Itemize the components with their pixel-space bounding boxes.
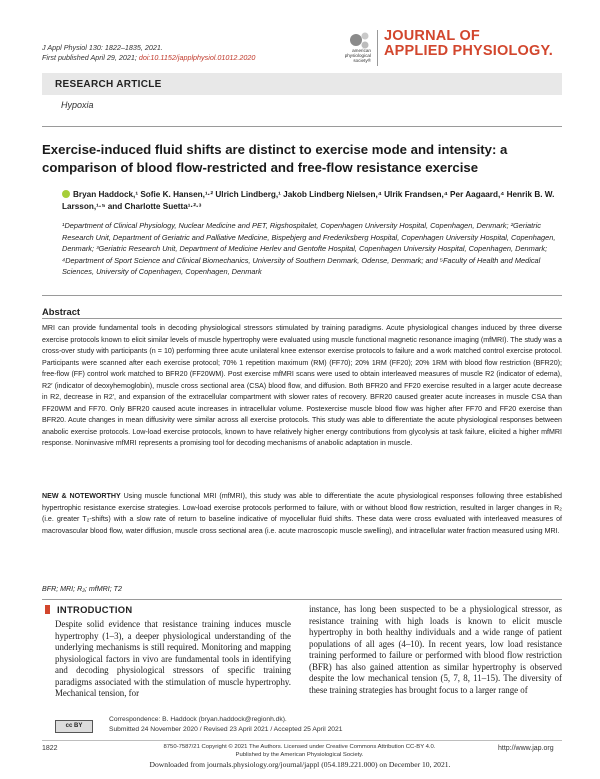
affiliations: ¹Department of Clinical Physiology, Nuclear Medicine and PET, Rigshospitalet, Copenhagen University Hospital, Copenhagen, Denmark; ²Geriatric Research Unit, Department of Geriatric and Palliative Medicine, Bispebjerg and Frederiksberg Hospital, Copenhagen University Hospital, Copenhagen, Denmark; ³Geriatric Research Unit, Department of Medicine Herlev and Gentofte Hospital, Copenhagen University Hospital, Copenhagen, Denmark; ⁴Department of Sport Science and Clinical Biomechanics, University of Southern Denmark, Odense, Denmark; and ⁵Faculty of Health and Medical Sciences, University of Copenhagen, Copenhagen, Denmark	[62, 221, 556, 277]
divider	[42, 318, 562, 319]
journal-website-link[interactable]: http://www.jap.org	[498, 745, 554, 752]
orcid-icon[interactable]	[62, 190, 70, 198]
keywords: BFR; MRI; R₂; mfMRI; T2	[42, 585, 122, 593]
doi-link[interactable]: doi:10.1152/japplphysiol.01012.2020	[138, 53, 256, 62]
journal-name-line1: JOURNAL OF	[384, 28, 480, 44]
correspondence	[109, 715, 342, 734]
abstract-heading: Abstract	[42, 306, 81, 317]
society-logo-mark	[313, 30, 373, 68]
divider	[42, 295, 562, 296]
divider	[42, 126, 562, 127]
authors-text: Bryan Haddock,¹ Sofie K. Hansen,¹·² Ulrich Lindberg,¹ Jakob Lindberg Nielsen,⁴ Ulrik Frandsen,⁴ Per Aagaard,⁴ Henrik B. W. Larsson,¹·⁵ and Charlotte Suetta¹·²·³	[62, 190, 555, 211]
copyright-line2: Published by the American Physiological Society.	[235, 751, 364, 758]
svg-text:society®: society®	[353, 58, 371, 63]
footer-divider	[42, 740, 562, 741]
citation	[42, 43, 255, 63]
introduction-heading	[45, 604, 132, 615]
cc-by-license-icon[interactable]: cc BY	[55, 720, 93, 733]
logo-divider	[377, 30, 378, 66]
journal-name-line2: APPLIED PHYSIOLOGY.	[384, 43, 553, 59]
correspondence-text: Correspondence: B. Haddock (bryan.haddock@regionh.dk).	[109, 716, 287, 723]
article-title: Exercise-induced fluid shifts are distinct to exercise mode and intensity: a comparison of blood flow-restricted and free-flow resistance exercise	[42, 142, 508, 175]
journal-name	[384, 29, 553, 59]
copyright	[162, 744, 437, 759]
society-logo	[313, 30, 373, 68]
introduction-heading-text: INTRODUCTION	[57, 604, 133, 615]
author-list	[62, 189, 562, 212]
introduction-left-column: Despite solid evidence that resistance training induces muscle hypertrophy (1–3), a deeper physiological understanding of the underlying mechanisms is still required. Monitoring and mapping physiological factors in vivo are fundamental tools in identifying and decoding physiological stressors of specific training paradigms associated with the stimulation of muscle hypertrophy. Mechanical tension, for	[55, 619, 291, 699]
citation-published: First published April 29, 2021; doi:10.1152/japplphysiol.01012.2020	[42, 53, 256, 62]
copyright-line1: 8750-7587/21 Copyright © 2021 The Authors. Licensed under Creative Commons Attribution CC-BY 4.0.	[163, 744, 436, 750]
introduction-right-column: instance, has long been suspected to be a physiological stressor, as resistance training with high loads is known to elicit muscle hypertrophy in both healthy individuals and a wide range of patient populations of all ages (4–10). In recent years, low load resistance training performed to failure or performed with blood flow restriction (BFR) has also gained attention as similar hypertrophy is observed despite the low mechanical tension (5, 7, 8, 11–15). The diversity of these training strategies has brought focus to a larger range of	[309, 604, 562, 695]
new-noteworthy-text: Using muscle functional MRI (mfMRI), this study was able to differentiate the acute physiological responses following three established hypertrophic resistance exercise strategies. Low-load exercise protocols performed to failure, with or without blood flow restriction, resulted in larger changes in R₂ (i.e. greater T₂-shifts) with a slow rate of return to baseline indicative of myocellular fluid shifts. These data were cross evaluated with interleaved measures of macrovascular blood flow, water diffusion, muscle cross sectional area (i.e. acute macroscopic muscle swelling), and intracellular water fraction measured using MRI.	[42, 492, 562, 535]
article-section: Hypoxia	[61, 100, 94, 110]
svg-text:physiological: physiological	[344, 53, 371, 58]
divider	[42, 599, 562, 600]
new-noteworthy	[42, 491, 562, 537]
new-noteworthy-label: NEW & NOTEWORTHY	[42, 492, 121, 500]
page-number: 1822	[42, 745, 58, 752]
article-type: RESEARCH ARTICLE	[55, 79, 162, 90]
submission-dates: Submitted 24 November 2020 / Revised 23 April 2021 / Accepted 25 April 2021	[109, 725, 343, 733]
citation-volume: J Appl Physiol 130: 1822–1835, 2021.	[42, 43, 163, 52]
download-notice: Downloaded from journals.physiology.org/journal/jappl (054.189.221.000) on December 10, 2021.	[149, 760, 451, 769]
svg-text:american: american	[352, 48, 371, 53]
abstract-text: MRI can provide fundamental tools in decoding physiological stressors stimulated by training paradigms. Acute physiological changes induced by three diverse exercise protocols known to elicit similar levels of muscle hypertrophy were evaluated using muscle functional magnetic resonance imaging (mfMRI). The study was a cross-over study with participants (n = 10) performing three acute unilateral knee extensor exercise protocols to failure and a work matched control exercise protocol. Participants were scanned after each exercise protocol; 70% 1 repetition maximum (RM) (FF70); 20% 1RM (FF20); 20% 1RM with blood flow restriction (BFR20); free-flow (FF) control work matched to BFR20 (FF20WM). Post exercise mfMRI scans were used to obtain interleaved measures of muscle R2 (indicator of edema), R2′ (indicator of deoxyhemoglobin), muscle cross sectional area (CSA) blood flow, and diffusion. Both BFR20 and FF20 exercise resulted in a larger acute decrease in R2, decrease in R2′, and expansion of the extracellular compartment with slower rates of recovery. BFR20 caused greater acute increases in muscle CSA than FF20WM and FF70. Only BFR20 caused acute increases in intracellular volume. Postexercise muscle blood flow was higher after FF70 and FF20 exercise than BFR20. Acute changes in mean diffusivity were similar across all exercise protocols. This study was able to differentiate the acute physiological responses between anabolic exercise protocols. Low-load exercise protocols, known to have relatively higher energy contributions from glycolysis at task failure, elicited a higher mfMRI response. Noninvasive mfMRI represents a promising tool for decoding mechanisms of anabolic adaptation in muscle.	[42, 324, 562, 447]
